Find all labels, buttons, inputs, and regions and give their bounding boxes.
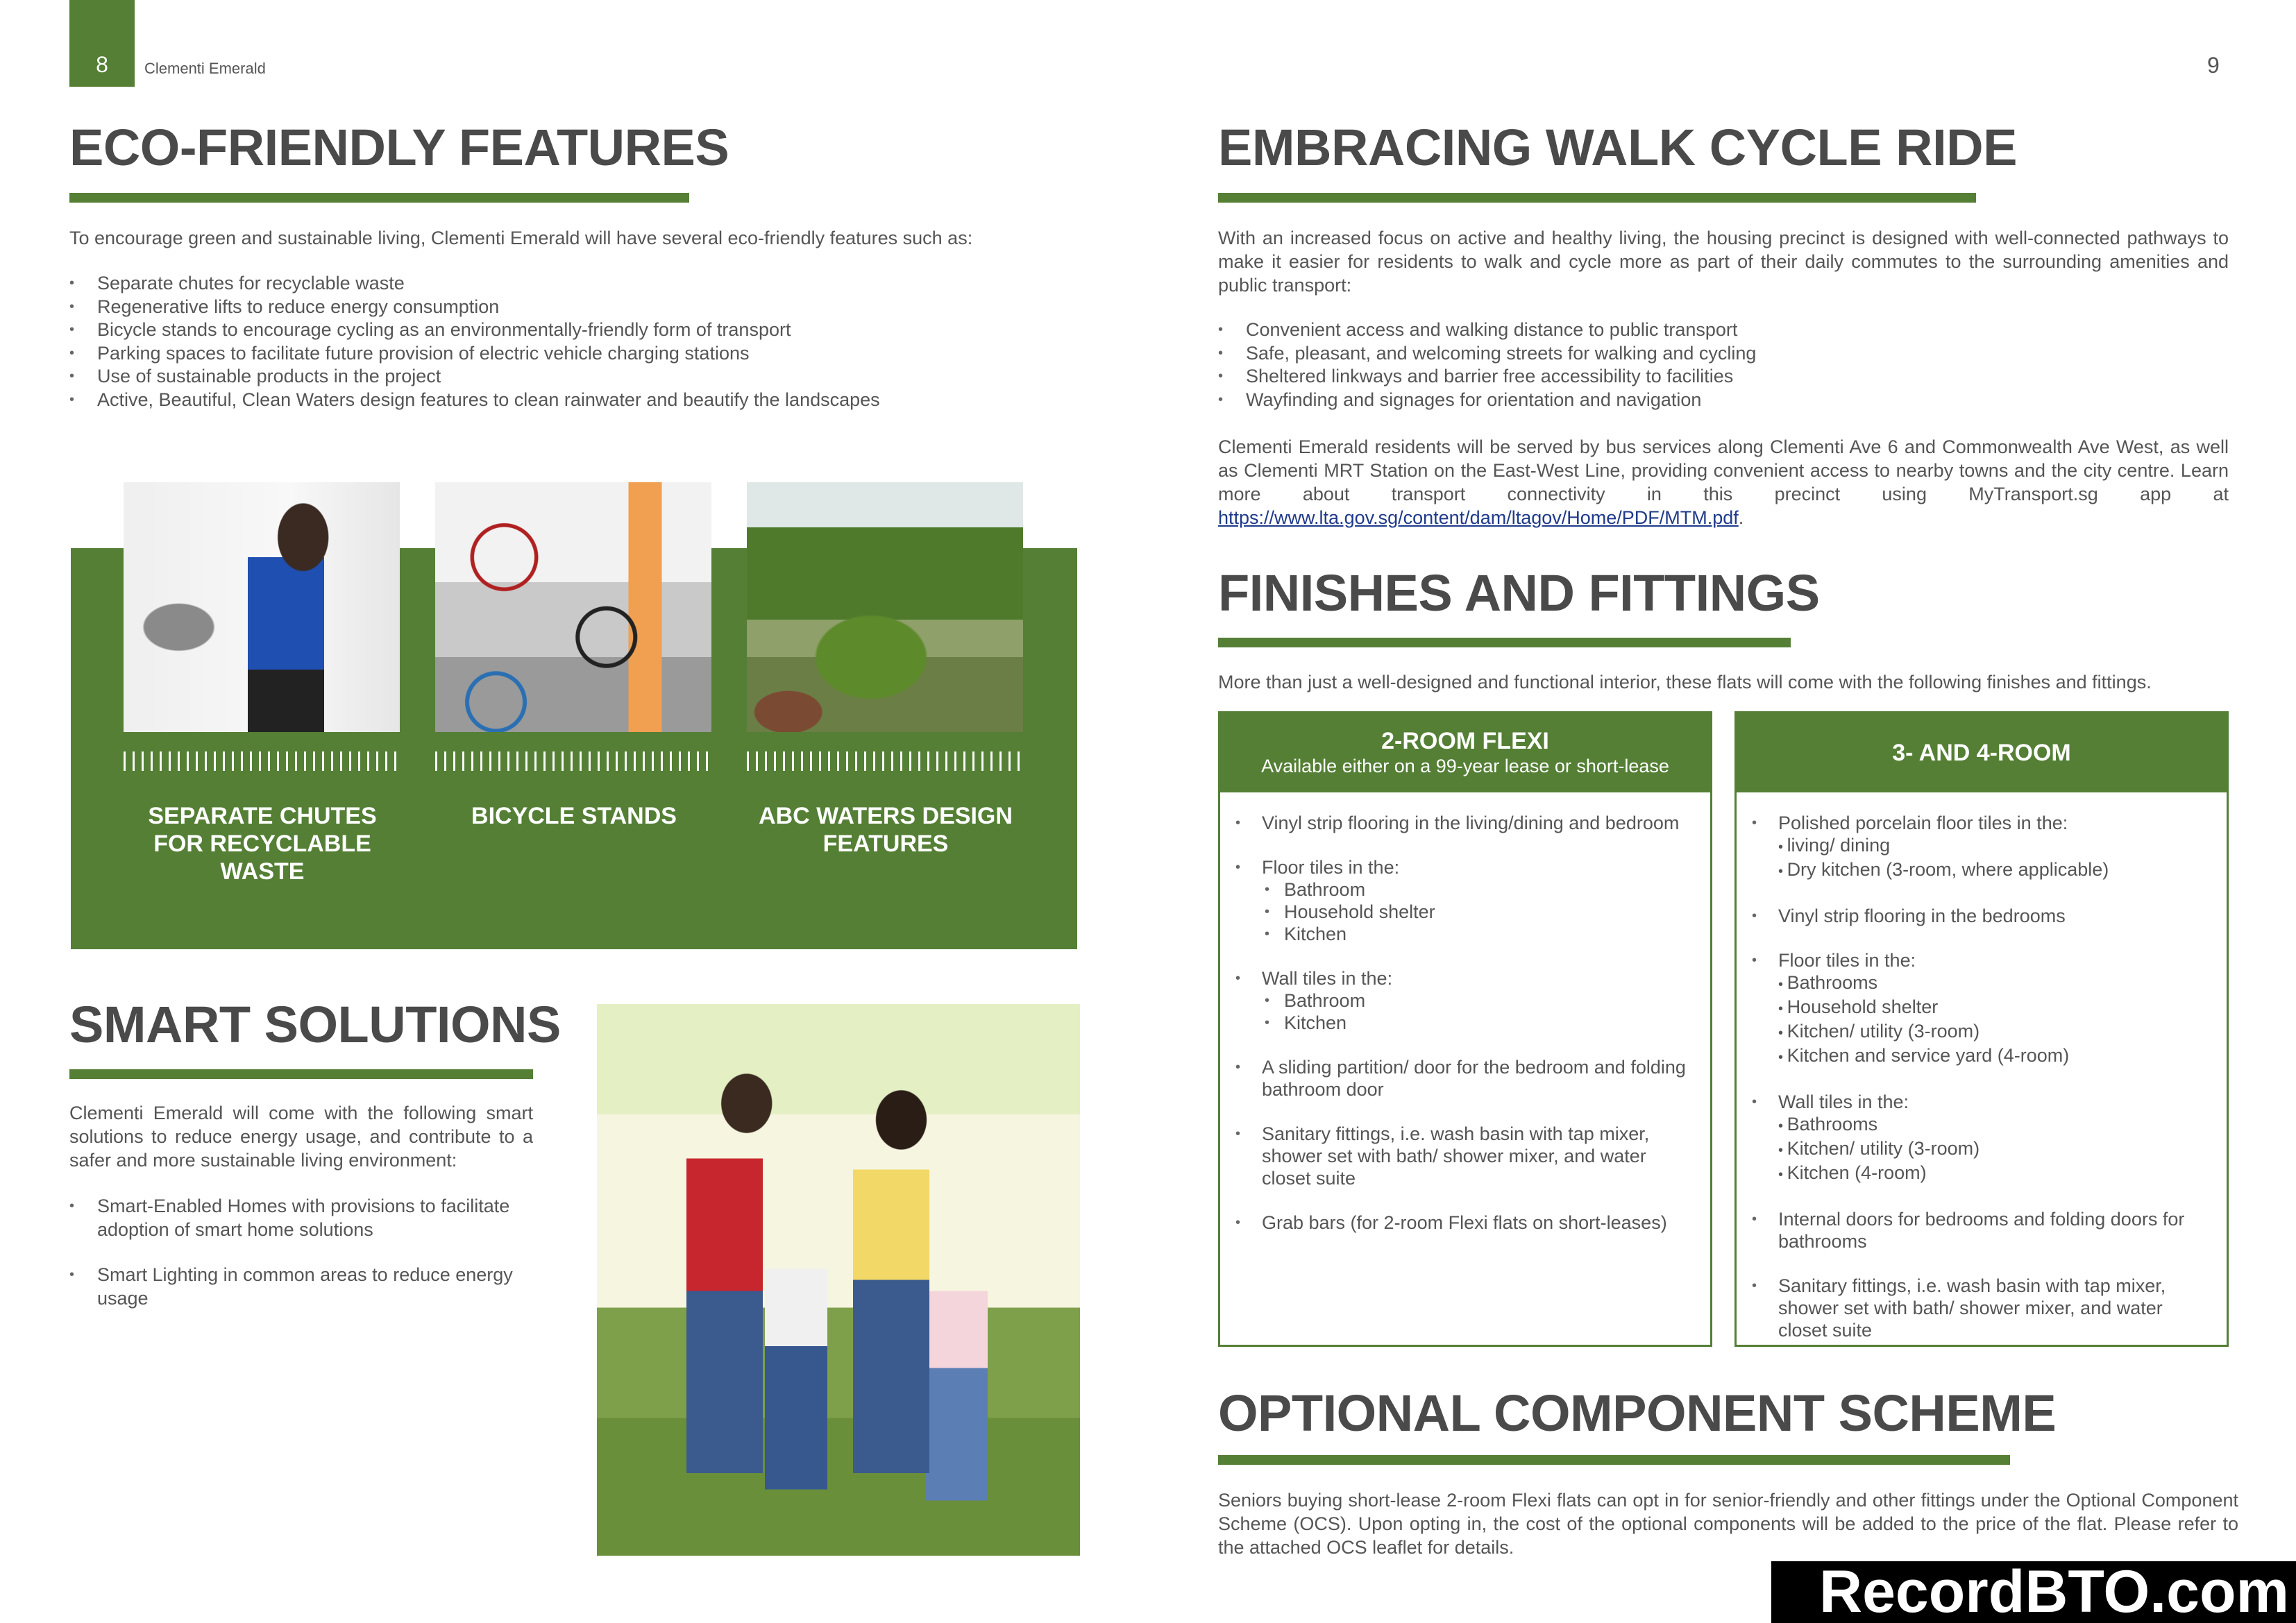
smart-solutions-list [69,1195,533,1310]
ocs-title: OPTIONAL COMPONENT SCHEME [1218,1384,2057,1442]
sub-item: • Kitchen/ utility (3-room) [1778,1020,2213,1044]
abc-waters-photo [747,482,1023,732]
walk-cycle-ride-title: EMBRACING WALK CYCLE RIDE [1218,119,2017,176]
list-item: • Internal doors for bedrooms and folding doors for bathrooms [1750,1208,2213,1252]
sub-item: • Household shelter [1262,901,1696,923]
list-item: • Active, Beautiful, Clean Waters design features to clean rainwater and beautify the landscapes [69,389,1076,412]
transport-paragraph [1218,435,2229,529]
brand-name: Clementi Emerald [144,60,266,77]
sub-item: • Kitchen [1262,923,1696,945]
ocs-rule [1218,1455,2010,1465]
sub-item: • Kitchen [1262,1012,1696,1034]
finishes-column-2-room-flexi [1218,711,1712,1347]
sub-item: • Household shelter [1778,996,2213,1020]
list-item: • Vinyl strip flooring in the living/dining and bedroom [1234,812,1696,834]
finishes-fittings-title: FINISHES AND FITTINGS [1218,564,1820,622]
column-subtitle: Available either on a 99-year lease or short-lease [1261,756,1669,776]
left-page-number: 8 [96,52,108,77]
eco-features-intro: To encourage green and sustainable living, Clementi Emerald will have several eco-friendly features such as: [69,228,973,248]
caption-recyclable-chutes: SEPARATE CHUTES FOR RECYCLABLE WASTE [148,803,377,885]
family-running-photo [597,1004,1080,1556]
ocs-text: Seniors buying short-lease 2-room Flexi flats can opt in for senior-friendly and other fittings under the Optional Component Scheme (OCS). Upon opting in, the cost of the optional components will be added to the price of the flat. Please refer to the attached OCS leaflet for details. [1218,1490,2238,1558]
column-title: 3- AND 4-ROOM [1892,740,2071,766]
decorative-ticks [124,751,401,771]
sub-item: • Kitchen (4-room) [1778,1162,2213,1186]
transport-text: Clementi Emerald residents will be served by bus services along Clementi Ave 6 and Commonwealth Ave West, as well as Clementi MRT Station on the East-West Line, providing convenient access to nearby towns and the city centre. Learn more about transport connectivity in this precinct using MyTransport.sg app at [1218,436,2229,504]
decorative-ticks [747,751,1024,771]
list-item: • Polished porcelain floor tiles in the: • living/ dining • Dry kitchen (3-room, where applicable) [1750,812,2213,883]
list-item: • Vinyl strip flooring in the bedrooms [1750,905,2213,927]
sub-item: • Kitchen and service yard (4-room) [1778,1044,2213,1069]
list-item: • Regenerative lifts to reduce energy consumption [69,296,1076,319]
smart-solutions-title: SMART SOLUTIONS [69,996,561,1053]
decorative-ticks [435,751,713,771]
finishes-fittings-rule [1218,638,1791,647]
list-item: • Smart-Enabled Homes with provisions to facilitate adoption of smart home solutions [69,1195,533,1241]
column-body [1737,792,2227,1341]
list-item: • Wall tiles in the: • Bathrooms • Kitchen/ utility (3-room) • Kitchen (4-room) [1750,1091,2213,1186]
column-title: 2-ROOM FLEXI [1381,728,1549,754]
list-item: • Sanitary fittings, i.e. wash basin with tap mixer, shower set with bath/ shower mixer, and water closet suite [1750,1275,2213,1341]
sub-item: • Bathrooms [1778,971,2213,996]
list-item: • Use of sustainable products in the project [69,365,1076,389]
list-item: • Separate chutes for recyclable waste [69,272,1076,296]
sub-item: • Bathroom [1262,878,1696,901]
list-item: • Bicycle stands to encourage cycling as an environmentally-friendly form of transport [69,318,1076,342]
mtm-pdf-link[interactable]: https://www.lta.gov.sg/content/dam/ltagov/Home/PDF/MTM.pdf [1218,507,1739,528]
list-item: • Sanitary fittings, i.e. wash basin with tap mixer, shower set with bath/ shower mixer, and water closet suite [1234,1123,1696,1189]
column-body [1220,792,1710,1234]
caption-bicycle-stands: BICYCLE STANDS [471,803,677,829]
list-item: • A sliding partition/ door for the bedroom and folding bathroom door [1234,1056,1696,1101]
list-item: • Smart Lighting in common areas to reduce energy usage [69,1264,533,1310]
sub-item: • Kitchen/ utility (3-room) [1778,1137,2213,1162]
list-item: • Wall tiles in the: • Bathroom • Kitchen [1234,967,1696,1034]
bicycle-stands-photo [435,482,711,732]
eco-features-title: ECO-FRIENDLY FEATURES [69,119,729,176]
watermark: RecordBTO.com [1771,1561,2296,1623]
sub-item: • Bathroom [1262,989,1696,1012]
eco-features-rule [69,193,689,203]
list-item: • Convenient access and walking distance to public transport [1218,318,2229,342]
walk-cycle-ride-rule [1218,193,1976,203]
recyclable-chute-photo [124,482,400,732]
list-item: • Wayfinding and signages for orientation and navigation [1218,389,2229,412]
walk-cycle-ride-intro: With an increased focus on active and healthy living, the housing precinct is designed with well-connected pathways to make it easier for residents to walk and cycle more as part of their daily commutes to the surrounding amenities and public transport: [1218,228,2229,296]
finishes-column-3-and-4-room [1734,711,2229,1347]
list-item: • Sheltered linkways and barrier free accessibility to facilities [1218,365,2229,389]
list-item: • Grab bars (for 2-room Flexi flats on short-leases) [1234,1212,1696,1234]
finishes-fittings-intro: More than just a well-designed and functional interior, these flats will come with the following finishes and fittings. [1218,672,2152,692]
eco-features-list [69,272,1076,411]
sub-item: • Bathrooms [1778,1113,2213,1137]
smart-solutions-intro: Clementi Emerald will come with the following smart solutions to reduce energy usage, and contribute to a safer and more sustainable living environment: [69,1103,533,1171]
list-item: • Floor tiles in the: • Bathrooms • Household shelter • Kitchen/ utility (3-room) • Kitchen and service yard (4-room) [1750,949,2213,1069]
right-page-number: 9 [2207,53,2220,78]
sub-item: • Dry kitchen (3-room, where applicable) [1778,858,2213,883]
sub-item: • living/ dining [1778,834,2213,858]
caption-abc-waters: ABC WATERS DESIGN FEATURES [759,803,1013,857]
smart-solutions-rule [69,1069,533,1079]
walk-cycle-ride-list [1218,318,2229,411]
list-item: • Parking spaces to facilitate future provision of electric vehicle charging stations [69,342,1076,366]
link-suffix: . [1738,507,1744,528]
column-header [1737,713,2227,792]
list-item: • Safe, pleasant, and welcoming streets for walking and cycling [1218,342,2229,366]
list-item: • Floor tiles in the: • Bathroom • Household shelter • Kitchen [1234,856,1696,945]
column-header [1220,713,1710,792]
